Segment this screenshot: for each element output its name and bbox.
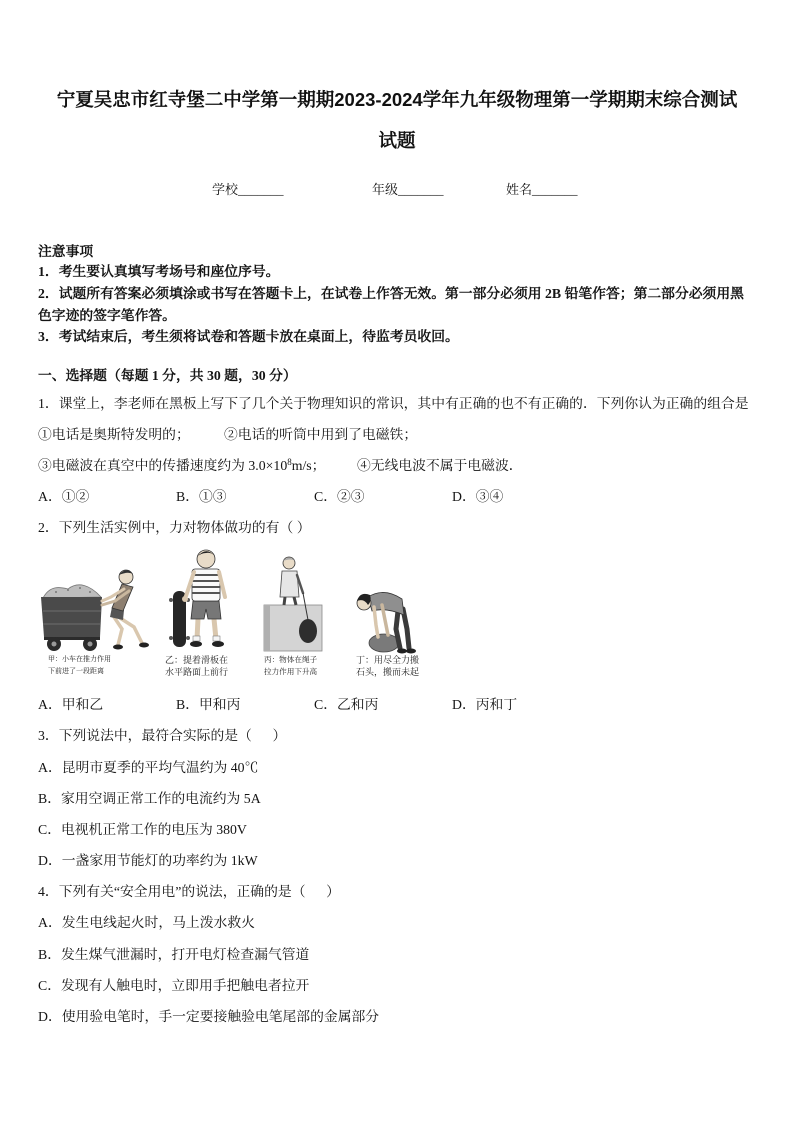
figure-ding-caption — [356, 654, 419, 678]
caption-line: 丙：物体在绳子 — [264, 655, 318, 664]
question-3-option-c: C．电视机正常工作的电压为 380V — [38, 822, 247, 837]
notice-item-2: 2．试题所有答案必须填涂或书写在答题卡上，在试卷上作答无效。第一部分必须用 2B 铅笔作答；第二部分必须用黑色字迹的签字笔作答。 — [38, 286, 744, 323]
question-4-option-d: D．使用验电笔时，手一定要接触验电笔尾部的金属部分 — [38, 1009, 380, 1024]
question-4-stem: 4．下列有关“安全用电”的说法，正确的是（ ） — [38, 884, 340, 899]
page-title-line2: 试题 — [378, 130, 416, 151]
caption-line: 水平路面上前行 — [165, 667, 229, 677]
boy-pushing — [102, 570, 149, 650]
figure-bing-object-lifted-by-rope — [261, 553, 325, 653]
notice-item-3: 3．考试结束后，考生须将试卷和答题卡放在桌面上，待监考员收回。 — [38, 329, 459, 344]
statement-3-exponent: 8 — [287, 457, 292, 467]
name-field: 姓名_______ — [506, 182, 578, 197]
man-pulling-rope — [280, 557, 303, 605]
question-3-stem: 3．下列说法中，最符合实际的是（ ） — [38, 728, 287, 743]
question-1-statement-3 — [38, 456, 325, 477]
caption-line: 拉力作用下升高 — [264, 667, 318, 676]
question-1-statement-2: ②电话的听筒中用到了电磁铁； — [224, 427, 418, 442]
question-1-option-a: A．①② — [38, 489, 90, 504]
caption-line: 甲：小车在推力作用 — [48, 656, 111, 663]
question-2-option-a: A．甲和乙 — [38, 697, 104, 712]
notice-heading: 注意事项 — [38, 244, 94, 259]
figure-yi-caption — [165, 654, 228, 678]
caption-line: 乙：提着滑板在 — [165, 655, 229, 665]
question-3-option-a: A．昆明市夏季的平均气温约为 40℃ — [38, 760, 259, 775]
question-1-option-c: C．②③ — [314, 489, 365, 504]
question-2-option-c: C．乙和丙 — [314, 697, 379, 712]
statement-3-unit: m/s； — [291, 458, 326, 473]
question-2-option-b: B．甲和丙 — [176, 697, 241, 712]
question-4-option-b: B．发生煤气泄漏时，打开电灯检查漏气管道 — [38, 947, 310, 962]
cart — [41, 585, 102, 651]
figure-jia-caption — [48, 654, 111, 678]
question-3-option-d: D．一盏家用节能灯的功率约为 1kW — [38, 853, 258, 868]
statement-3-text: ③电磁波在真空中的传播速度约为 3.0×10 — [38, 458, 288, 473]
caption-line: 石头，搬而未起 — [356, 667, 420, 677]
figure-bing-caption — [264, 654, 317, 678]
question-1-option-b: B．①③ — [176, 489, 227, 504]
page-title: 宁夏吴忠市红寺堡二中学第一期期2023-2024学年九年级物理第一学期期末综合测试 — [56, 89, 738, 110]
caption-line: 丁：用尽全力搬 — [356, 655, 420, 665]
grade-field: 年级_______ — [372, 182, 444, 197]
question-3-option-b: B．家用空调正常工作的电流约为 5A — [38, 791, 261, 806]
question-1-stem: 1．课堂上，李老师在黑板上写下了几个关于物理知识的常识，其中有正确的也不有正确的．下列你认为正确的组合是 — [38, 396, 749, 411]
rock — [369, 634, 399, 652]
question-1-statement-1: ①电话是奥斯特发明的； — [38, 427, 190, 442]
figure-ding-lifting-rock — [348, 585, 428, 655]
figure-jia-cart-pushed — [38, 563, 148, 653]
section-heading: 一、选择题（每题 1 分，共 30 题，30 分） — [38, 368, 297, 383]
question-4-option-c: C．发现有人触电时，立即用手把触电者拉开 — [38, 978, 310, 993]
question-1-statement-4: ④无线电波不属于电磁波． — [357, 458, 523, 473]
figure-yi-boy-carrying-skateboard — [163, 547, 243, 653]
question-2-stem: 2．下列生活实例中，力对物体做功的有（ ） — [38, 520, 311, 535]
caption-line: 下前进了一段距离 — [48, 668, 104, 675]
question-4-option-a: A．发生电线起火时，马上泼水救火 — [38, 915, 255, 930]
question-1-option-d: D．③④ — [452, 489, 504, 504]
school-field: 学校_______ — [212, 182, 284, 197]
question-2-option-d: D．丙和丁 — [452, 697, 518, 712]
notice-item-1: 1．考生要认真填写考场号和座位序号。 — [38, 264, 280, 279]
